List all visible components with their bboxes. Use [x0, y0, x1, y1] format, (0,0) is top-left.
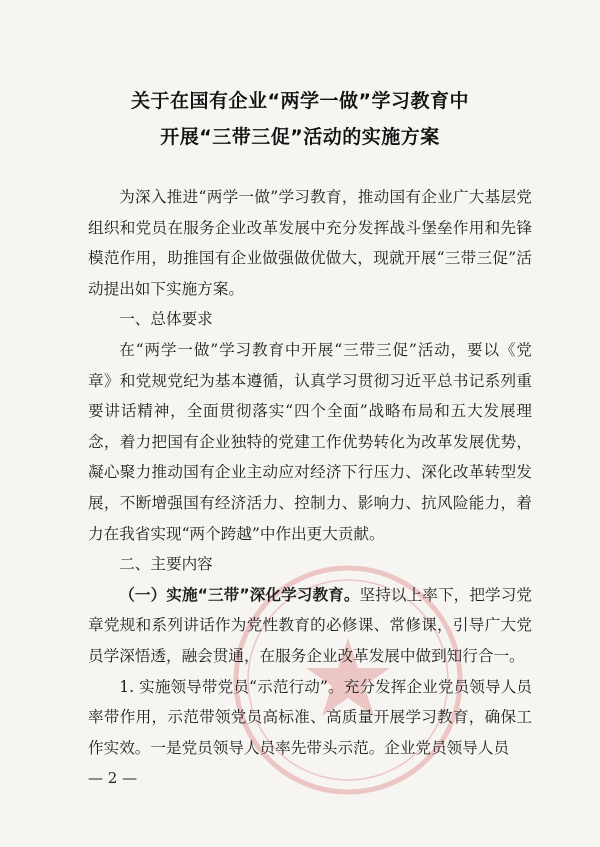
section-heading-main-content: 二、主要内容	[119, 555, 213, 574]
item-1-lead: （一）实施“三带”深化学习教育。	[119, 585, 360, 604]
page-number: — 2 —	[88, 769, 138, 787]
section-heading-general-requirements: 一、总体要求	[119, 310, 213, 329]
document-body	[88, 182, 532, 763]
intro-paragraph: 为深入推进“两学一做”学习教育，推动国有企业广大基层党组织和党员在服务企业改革发展中充分发挥战斗堡垒作用和先锋模范作用，助推国有企业做强做优做大，现就开展“三带三促”活动提出如下实施方案。	[88, 188, 532, 298]
general-requirements-paragraph: 在“两学一做”学习教育中开展“三带三促”活动，要以《党章》和党规党纪为基本遵循，认真学习贯彻习近平总书记系列重要讲话精神，全面贯彻落实“四个全面”战略布局和五大发展理念，着力把国有企业独特的党建工作优势转化为改革发展优势，凝心聚力推动国有企业主动应对经济下行压力、深化改革转型发展，不断增强国有经济活力、控制力、影响力、抗风险能力，着力在我省实现“两个跨越”中作出更大贡献。	[88, 340, 532, 543]
item-1-1-paragraph: 1. 实施领导带党员“示范行动”。充分发挥企业党员领导人员率带作用，示范带领党员高标准、高质量开展学习教育，确保工作实效。一是党员领导人员率先带头示范。企业党员领导人员	[88, 677, 532, 757]
document-title-line-1: 关于在国有企业“两学一做”学习教育中	[131, 90, 469, 112]
item-1-text: 坚持以上率下，把学习党章党规和系列讲话作为党性教育的必修课、常修课，引导广大党员学深悟透，融会贯通，在服务企业改革发展中做到知行合一。	[88, 585, 532, 665]
item-1-paragraph	[88, 580, 532, 672]
document-title-line-2: 开展“三带三促”活动的实施方案	[160, 126, 440, 148]
